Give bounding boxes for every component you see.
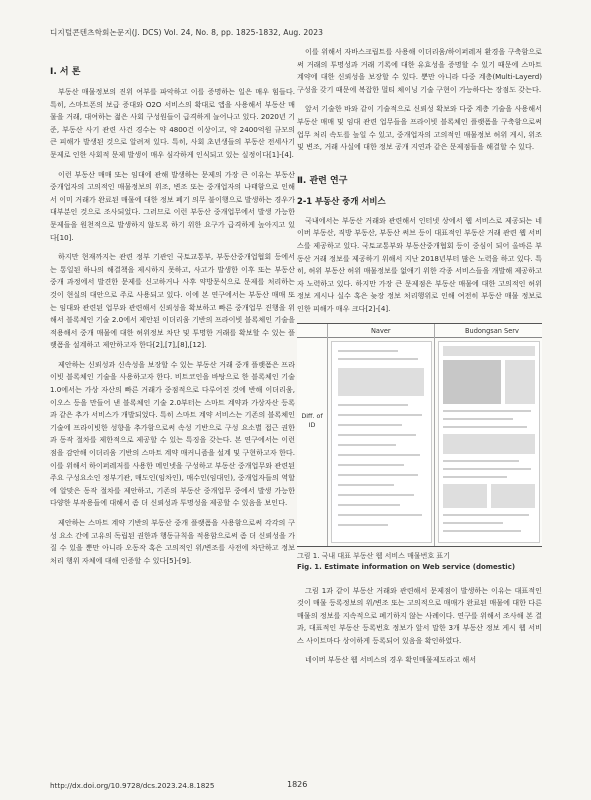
figure-caption-korean: 그림 1. 국내 대표 부동산 웹 서비스 매물번호 표기	[297, 551, 450, 560]
paragraph: 하지만 현재까지는 관련 정부 기관인 국토교통부, 부동산중개업협회 등에서는 통일된 하나의 해결책을 제시하지 못하고, 사고가 발생한 이후 또는 부동산 중개 과정에서 발견한 문제를 신고하거나 사후 약방문식으로 문제를 처리하는 것이 현실의 대안으로 주로 사용되고 있다. 이에 본 연구에서는 부동산 매매 또는 임대와 관련된 업무와 관련해서 신뢰성을 확보하고 빠른 중개업무 진행을 위해서 블록체인 기술 2.0에서 제안된 이더리움 기반의 프라이빗 블록체인 기술을 적용해서 중개 매물에 대한 허위정보 차단 및 투명한 거래를 확보할 수 있는 플랫폼을 설계하고 제안하고자 한다[2],[7],[8],[12].	[50, 252, 295, 350]
footer-doi: http://dx.doi.org/10.9728/dcs.2023.24.8.1825	[50, 781, 215, 790]
figure-col-naver: Naver	[371, 326, 391, 335]
left-column	[50, 60, 295, 574]
paragraph: 이런 부동산 매매 또는 임대에 관해 발생하는 문제의 가장 큰 이유는 부동산 중개업자의 고의적인 매물정보의 위조, 변조 또는 중개업자의 나태함으로 인해서 이미 거래가 완료된 매물에 대한 정보 폐기 의무 불이행으로 발생하는 경우가 대부분인 것으로 조사되었다. 그러므로 이런 부동산 중개업무에서 발생 가능한 문제들을 원천적으로 발생하지 않도록 하기 위한 요구가 급격하게 높아지고 있다[10].	[50, 169, 295, 242]
page-number: 1826	[287, 780, 308, 789]
figure-header-rule	[297, 337, 542, 338]
figure-rule	[327, 324, 328, 546]
figure-rule	[434, 324, 435, 546]
paragraph: 부동산 매물정보의 진위 여부를 파악하고 이를 증명하는 일은 매우 힘들다. 특히, 스마트폰의 보급 증대와 O2O 서비스의 확대로 앱을 사용해서 부동산 매물을 거래, 대여하는 젊은 사회 구성원들이 급격하게 늘어나고 있다. 2020년 기준, 부동산 사기 관련 사건 경수는 약 4800건 이상이고, 약 2400억원 규모의 큰 피해가 발생된 것으로 알려져 있다. 특히, 사회 초년생들의 부동산 전세사기 문제로 인한 사회적 문제 발생이 매우 심각하게 인식되고 있는 실정이다[1]-[4].	[50, 87, 295, 159]
subsection-title: 2-1 부동산 중개 서비스	[297, 195, 386, 206]
figure-caption-english: Fig. 1. Estimate information on Web service (domestic)	[297, 562, 516, 571]
figure-row-label: Diff. of ID	[301, 411, 323, 429]
paragraph: 제안하는 스마트 계약 기반의 부동산 중개 플랫폼을 사용함으로써 각각의 구성 요소 간에 고유의 독립된 권한과 행동규칙을 적용함으로써 좀 더 신뢰성을 가질 수 있을 뿐만 아니라 오동작 혹은 고의적인 위/변조를 사전에 차단하고 정보처리 행위 자체에 대해 인증할 수 있다[5]-[9].	[50, 518, 295, 565]
paragraph: 제안하는 신뢰성과 신속성을 보장할 수 있는 부동산 거래 중개 플랫폼은 프라이빗 블록체인 기술을 사용하고자 한다. 비트코인을 바탕으로 한 블록체인 기술 1.0에서는 가상 자산의 빠른 거래가 중점적으로 다루어진 것에 반해 이더리움, 이오스 등을 만들어 낸 블록체인 기술 2.0부터는 스마트 계약과 가상자산 등록과 같은 추가 서비스가 개발되었다. 특히 스마트 계약 서비스는 기존의 블록체인 기술에 프라이빗한 성향을 추가함으로써 속성 기반으로 구성 요소별 접근 권한과 동작 절차를 제한적으로 제공할 수 있는 특징을 갖는다. 본 연구에서는 이런 점을 감안해 이더리움 기반의 스마트 계약 매커니즘을 설계 및 구현하고자 한다. 이를 위해서 하이퍼레저를 사용한 메인넷을 구성하고 부동산 중개업무와 관련된 주요 구성요소인 정부기관, 매도인(임차인), 매수인(임대인), 중개업자들의 역할에 알맞은 동작 절차를 제안하고, 기존의 부동산 중개업무 중에서 발생 가능한 다양한 부작용들에 대해서 좀 더 신뢰성과 투명성을 제공할 수 있음을 보인다.	[50, 359, 295, 508]
running-head: 디지털콘텐츠학회논문지(J. DCS) Vol. 24, No. 8, pp. 1825-1832, Aug. 2023	[50, 28, 324, 37]
right-column	[297, 24, 542, 674]
figure-col-budongsan: Budongsan Serv	[465, 326, 519, 335]
paragraph: 앞서 기술한 바와 같이 기술적으로 신뢰성 확보와 다중 계층 기술을 사용해서 부동산 매매 및 임대 관련 업무들을 프라이빗 블록체인 플랫폼을 구축함으로써 업무 처리 속도를 높일 수 있고, 중개업자의 고의적인 매물정보 허위 게시, 위조 및 변조, 거래 사실에 대한 정보 공개 지연과 같은 문제점들을 해결할 수 있다.	[297, 104, 542, 152]
paragraph: 국내에서는 부동산 거래와 관련해서 인터넷 상에서 웹 서비스로 제공되는 네이버 부동산, 직방 부동산, 부동산 써브 등이 대표적인 부동산 거래 관련 웹 서비스를 제공하고 있다. 국토교통부와 부동산중개협회 등이 중심이 되어 올바른 부동산 거래 정보를 제공하기 위해서 지난 2018년부터 많은 노력을 하고 있다. 특히, 허위 부동산 허위 매물정보를 없애기 위한 각종 서비스들을 개발해 제공하고자 노력하고 있다. 하지만 가장 큰 문제점은 부동산 매물에 대한 고의적인 허위 정보 게시나 실수 혹은 늦장 정보 처리행위로 인해 여전히 부동산 매물 정보로 인한 피해가 매우 크다[2]-[4].	[297, 215, 542, 313]
figure-1	[297, 323, 542, 547]
naver-screenshot-image	[331, 341, 432, 543]
section-title-related-work: Ⅱ. 관련 연구	[297, 175, 348, 186]
paragraph: 그림 1과 같이 부동산 거래와 관련해서 문제점이 발생하는 이유는 대표적인 것이 매물 등록정보의 위/변조 또는 고의적으로 매매가 완료된 매물에 대한 다른 매물의 정보를 지속적으로 폐기하지 않는 사례이다. 연구를 위해서 조사해 본 결과, 대표적인 부동산 등록번호 정보가 앞서 말한 3개 부동산 정보 게시 웹 서비스 사이트마다 상이하게 등록되어 있음을 확인하였다.	[297, 585, 542, 645]
paragraph: 이를 위해서 자바스크립트를 사용해 이더리움/하이퍼레저 환경을 구축함으로써 거래의 투명성과 거래 기록에 대한 유효성을 증명할 수 있기 때문에 스마트 계약에 대한 신뢰성을 보장할 수 있다. 뿐만 아니라 다중 계층(Multi-Layerd) 구성을 갖기 때문에 복잡한 멀티 체이닝 기술 구현이 가능하다는 장점도 갖는다.	[297, 47, 542, 94]
section-title-introduction: Ⅰ. 서 론	[50, 67, 81, 77]
paragraph: 네이버 부동산 웹 서비스의 경우 확인매물제도라고 해서	[305, 655, 477, 665]
budongsan-screenshot-image	[438, 341, 540, 543]
